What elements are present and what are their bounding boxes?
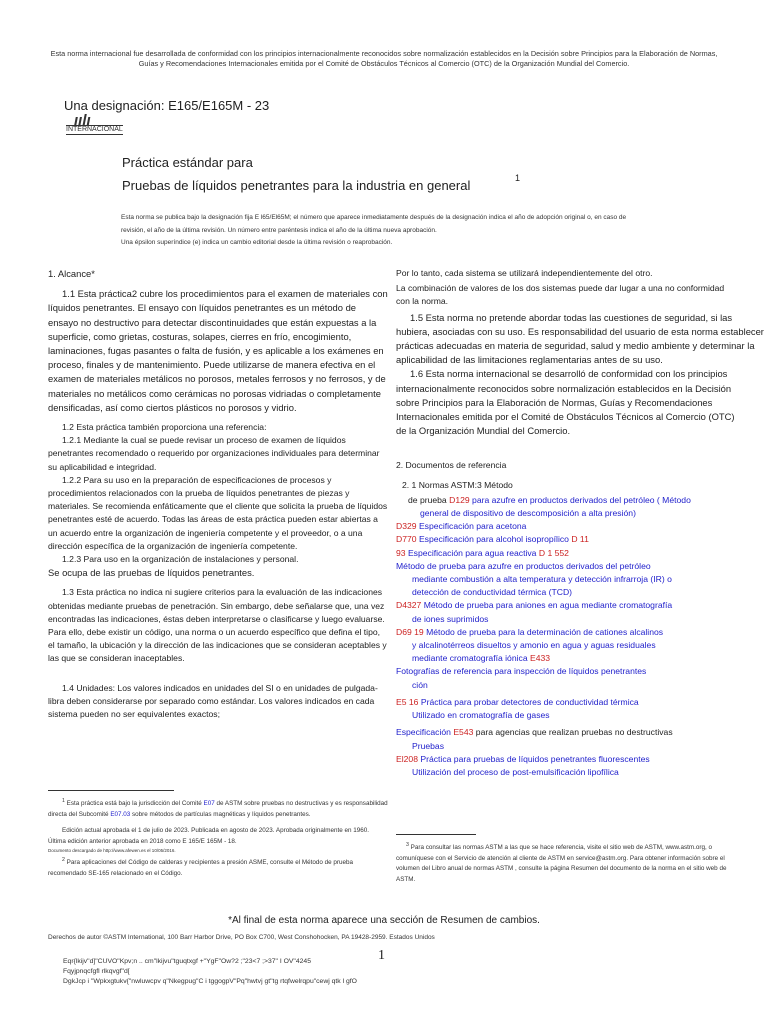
footnote-1-text: Esta práctica está bajo la jurisdicción del Comité (66, 800, 202, 808)
ref-title-link[interactable]: Práctica para pruebas de líquidos penetrantes fluorescentes (420, 753, 650, 764)
ref-title-link[interactable]: mediante cromatografía iónica (412, 653, 528, 664)
footnote-3-text: del Libro anual de normas ASTM , consulte la página Resumen del documento de la norma en el sitio web de ASTM. (396, 865, 727, 883)
ref-d1552-cont[interactable]: mediante combustión a alta temperatura y detección infrarroja (IR) o (412, 574, 672, 585)
footnote-1-marker: 1 (62, 798, 65, 804)
license-line: Fqyjpnqcfgfl rlkqvgf"d[ (63, 968, 130, 975)
footnote-2-text: Para aplicaciones del Código de calderas y recipientes a presión ASME, consulte el Método de prueba recomendado SE-165 relacionado en el Código. (48, 859, 354, 877)
footnote-1-text: sobre métodos de partículas magnéticas y líquidos penetrantes. (132, 810, 311, 818)
footnote-2 (48, 855, 388, 879)
logo-mark: ıılı (74, 112, 91, 129)
top-notice: Esta norma internacional fue desarrollada de conformidad con los principios internacionalmente reconocidos sobre normalización establecidos en la Decisión sobre Principios para la Elaboración de Normas, Guías y Recomendaciones Internacionales emitida por el Comité de Obstáculos Técnicos al Comercio (OTC) de la Organización Mundial del Comercio. (50, 49, 718, 68)
para-1-2: 1.2 Esta práctica también proporciona una referencia: (62, 422, 267, 433)
ref-code-link[interactable]: E5 16 (396, 696, 419, 707)
ref-code-link[interactable]: D329 (396, 521, 417, 532)
footnote-2-marker: 2 (62, 857, 65, 864)
ref-code-link[interactable]: E543 (453, 727, 474, 738)
logo-text: INTERNACIONAL (66, 126, 123, 133)
footnote-3-text: obtener información sobre el volumen (396, 854, 725, 873)
ref-title-link[interactable]: Especificación para acetona (418, 521, 527, 532)
ref-code-link[interactable]: 93 (396, 547, 406, 558)
title-line1: Práctica estándar para (122, 155, 253, 170)
ref-d129 (396, 494, 736, 507)
license-line: DgkJcp i "Wpkxgtukv{"nwluwcpv q"Nkegpug"C i tggogpV"Pq"hwtvj gt"tg rtqfwelrqpu"cewj qtk l gfO (63, 978, 357, 985)
para-1-6: 1.6 Esta norma internacional se desarrolló de conformidad con los principios internacionalmente reconocidos sobre normalización establecidos en la Decisión sobre Principios para la Elaboración de Normas, Guías y Recomendaciones Internacionales emitida por el Comité de Obstáculos Técnicos al Comercio (OTC) de la Organización Mundial del Comercio. (396, 368, 735, 437)
ref-d6919-cont[interactable]: y alcalinotérreos disueltos y amonio en agua y aguas residuales (412, 640, 656, 651)
footnote-3-text: Para consultar las normas ASTM a las que se hace referencia, visite el sitio web de ASTM, www.astm.org, o comuníquese con el Servicio de atención al cliente de ASTM en service@astm.org. Para (396, 844, 713, 862)
footnote-3 (396, 840, 736, 885)
footnote-3-marker: 3 (406, 842, 409, 848)
ref-e1208 (396, 753, 736, 766)
ref-code-link[interactable]: El208 (396, 753, 418, 764)
designation: Una designación: E165/E165M - 23 (64, 98, 270, 113)
astm-standards-heading: 2. 1 Normas ASTM:3 Método (402, 479, 513, 490)
para-1-2-1: 1.2.1 Mediante la cual se puede revisar un proceso de examen de líquidos penetrantes recomendado o requerido por organizaciones individuales para determinar su aplicabilidad e integridad. (48, 435, 380, 472)
ref-title-link[interactable]: Método de prueba para la determinación de cationes alcalinos (426, 626, 664, 637)
ref-e1208-cont[interactable]: Utilización del proceso de post-emulsificación lipofílica (412, 766, 619, 777)
right-column (396, 267, 768, 779)
copyright: Derechos de autor ©ASTM International, 100 Barr Harbor Drive, PO Box C700, West Conshohocken, PA 19428-2959. Estados Unidos (48, 934, 435, 941)
para-1-4-cont2: La combinación de valores de los dos sistemas puede dar lugar a una no conformidad con la norma. (396, 283, 725, 307)
footnote-rule (396, 834, 476, 835)
ref-title: para agencias que realizan pruebas no destructivas (475, 727, 673, 738)
download-note: Documento descargado de http://www.afewen.es el 10/05/2016. (48, 848, 176, 854)
ref-d4327-cont[interactable]: de iones suprimidos (412, 613, 489, 624)
para-1-4: 1.4 Unidades: Los valores indicados en unidades del SI o en unidades de pulgada-libra deben considerarse por separado como estándar. Los valores indicados en cada sistema pueden no ser equivalentes exactos; (48, 682, 378, 720)
references (396, 459, 736, 779)
ref-d1552[interactable]: Método de prueba para azufre en productos derivados del petróleo (396, 560, 651, 571)
ref-d329 (396, 520, 736, 533)
subcommittee-link[interactable]: E07.03 (110, 810, 131, 818)
committee-link[interactable]: E07 (203, 800, 215, 808)
footnote-rule (48, 790, 174, 791)
ref-e516-cont[interactable]: Utilizado en cromatografía de gases (412, 710, 550, 721)
ref-title-link[interactable]: Especificación para alcohol isopropílico (418, 534, 569, 545)
ref-code-link[interactable]: D 1 552 (538, 547, 569, 558)
summary-of-changes-note: *Al final de esta norma aparece una sección de Resumen de cambios. (228, 915, 540, 926)
ref-title-link[interactable]: para azufre en productos derivados del petróleo ( Método (472, 494, 691, 505)
para-1-5: 1.5 Esta norma no pretende abordar todas las cuestiones de seguridad, si las hubiera, asociadas con su uso. Es responsabilidad del usuario de esta norma establecer prácticas adecuadas en materia de seguridad, salud y medio ambiente y determinar la aplicabilidad de las limitaciones reglamentarias antes de su uso. (396, 311, 764, 366)
ref-title-link[interactable]: Práctica para probar detectores de conductividad térmica (420, 696, 639, 707)
ref-d1193 (396, 547, 736, 560)
ref-d4327 (396, 599, 736, 612)
designation-note-line: Una épsilon superíndice (e) indica un cambio editorial desde la última revisión o reaprobación. (121, 239, 393, 246)
designation-note (121, 212, 661, 250)
designation-note-line: Esta norma se publica bajo la designación fija E l65/El65M; el número que aparece inmediatamente después de la designación indica el año de adopción original o, en caso de (121, 214, 627, 221)
ref-code-link[interactable]: E433 (530, 653, 551, 664)
left-column (48, 267, 388, 721)
ref-code-link[interactable]: D69 19 (396, 626, 424, 637)
ref-code-link[interactable]: D 11 (571, 534, 589, 545)
designation-note-line: revisión, el año de la última revisión. Un número entre paréntesis indica el año de la última nueva aprobación. (121, 226, 437, 234)
section-1-heading: 1. Alcance* (48, 268, 95, 279)
title-footnote-marker: 1 (515, 173, 521, 183)
para-1-2-3: 1.2.3 Para uso en la organización de instalaciones y personal. (62, 554, 299, 565)
section-2-heading: 2. Documentos de referencia (396, 460, 507, 471)
ref-code-link[interactable]: D4327 (396, 600, 422, 611)
ref-title-link[interactable]: Método de prueba para aniones en agua mediante cromatografía (423, 600, 673, 611)
para-1-2-3-cont: Se ocupa de las pruebas de líquidos penetrantes. (48, 567, 255, 579)
ref-e543 (396, 726, 736, 739)
ref-e516 (396, 696, 736, 709)
title-line2: Pruebas de líquidos penetrantes para la industria en general (122, 178, 471, 193)
ref-code-link[interactable]: D770 (396, 534, 417, 545)
ref-e433-cont[interactable]: ción (412, 679, 428, 690)
ref-d6919 (396, 626, 736, 639)
page-number: 1 (378, 948, 385, 963)
ref-text[interactable]: Especificación (396, 727, 451, 738)
footnote-1 (48, 796, 388, 820)
ref-d129-cont[interactable]: general de dispositivo de descomposición a alta presión) (420, 508, 636, 519)
ref-e543-cont[interactable]: Pruebas (412, 740, 445, 751)
ref-text: de prueba (408, 494, 447, 505)
ref-d1552-cont[interactable]: detección de conductividad térmica (TCD) (412, 587, 573, 598)
ref-e433[interactable]: Fotografías de referencia para inspección de líquidos penetrantes (396, 666, 647, 677)
edition-note: Edición actual aprobada el 1 de julio de 2023. Publicada en agosto de 2023. Aprobada originalmente en 1960. Última edición anterior aprobada en 2018 como E 165/E 165M - 18. (48, 827, 370, 845)
para-1-3: 1.3 Esta práctica no indica ni sugiere criterios para la evaluación de las indicaciones obtenidas mediante pruebas de penetración. Sin embargo, debe señalarse que, una vez encontradas las indicaciones, éstas deben interpretarse o clasificarse y luego evaluarse. Para ello, debe existir un código, una norma o un acuerdo específico que defina el tipo, el tamaño, la ubicación y la dirección de las indicaciones que se consideran aceptables y las que se consideran inaceptables. (48, 587, 387, 664)
para-1-2-2: 1.2.2 Para su uso en la preparación de especificaciones de procesos y procedimientos relacionados con la prueba de líquidos penetrantes de piezas y materiales. Se recomienda enfáticamente que el cliente que solicita la prueba de líquidos penetrantes esté de acuerdo. Todas las áreas de esta práctica pueden estar abiertas a un acuerdo entre la organización de ingeniería competente y el proveedor, o a una dirección específica de la organización de ingeniería competente. (48, 474, 388, 551)
left-footnotes (48, 796, 388, 879)
para-1-4-cont: Por lo tanto, cada sistema se utilizará independientemente del otro. (396, 268, 653, 278)
license-watermark (63, 957, 463, 987)
ref-title-link[interactable]: Especificación para agua reactiva (407, 547, 537, 558)
footnote-1-text: de ASTM sobre pruebas no destructivas y es responsabilidad directa del Subcomité (48, 800, 388, 818)
ref-d770 (396, 533, 736, 546)
ref-d6919-cont (396, 652, 736, 665)
astm-logo (66, 112, 123, 134)
license-line: Eqr{lkijv"d]"CUVO"Kpv;n .. cm"lkijvu"tguqtxgf +"YgF"Ow?2 ;"23<7 ;>37" I OV"4245 (63, 958, 311, 965)
para-1-1: 1.1 Esta práctica2 cubre los procedimientos para el examen de materiales con líquidos penetrantes. El ensayo con líquidos penetrantes es un método de ensayo no destructivo para detectar discontinuidades que están expuestas a la superficie, como grietas, costuras, solapes, cierres en frío, encogimiento, laminaciones, fugas pasantes o falta de fusión, y es aplicable a los exámenes en proceso, finales y de mantenimiento. Puede utilizarse de manera efectiva en el examen de materiales metálicos no porosos, metales ferrosos y no ferrosos, y de materiales no metálicos como cerámicas no porosas vidriadas o completamente densificadas, así como ciertos plásticos no porosos y vidrio. (48, 288, 388, 413)
ref-code-link[interactable]: D129 (449, 494, 470, 505)
